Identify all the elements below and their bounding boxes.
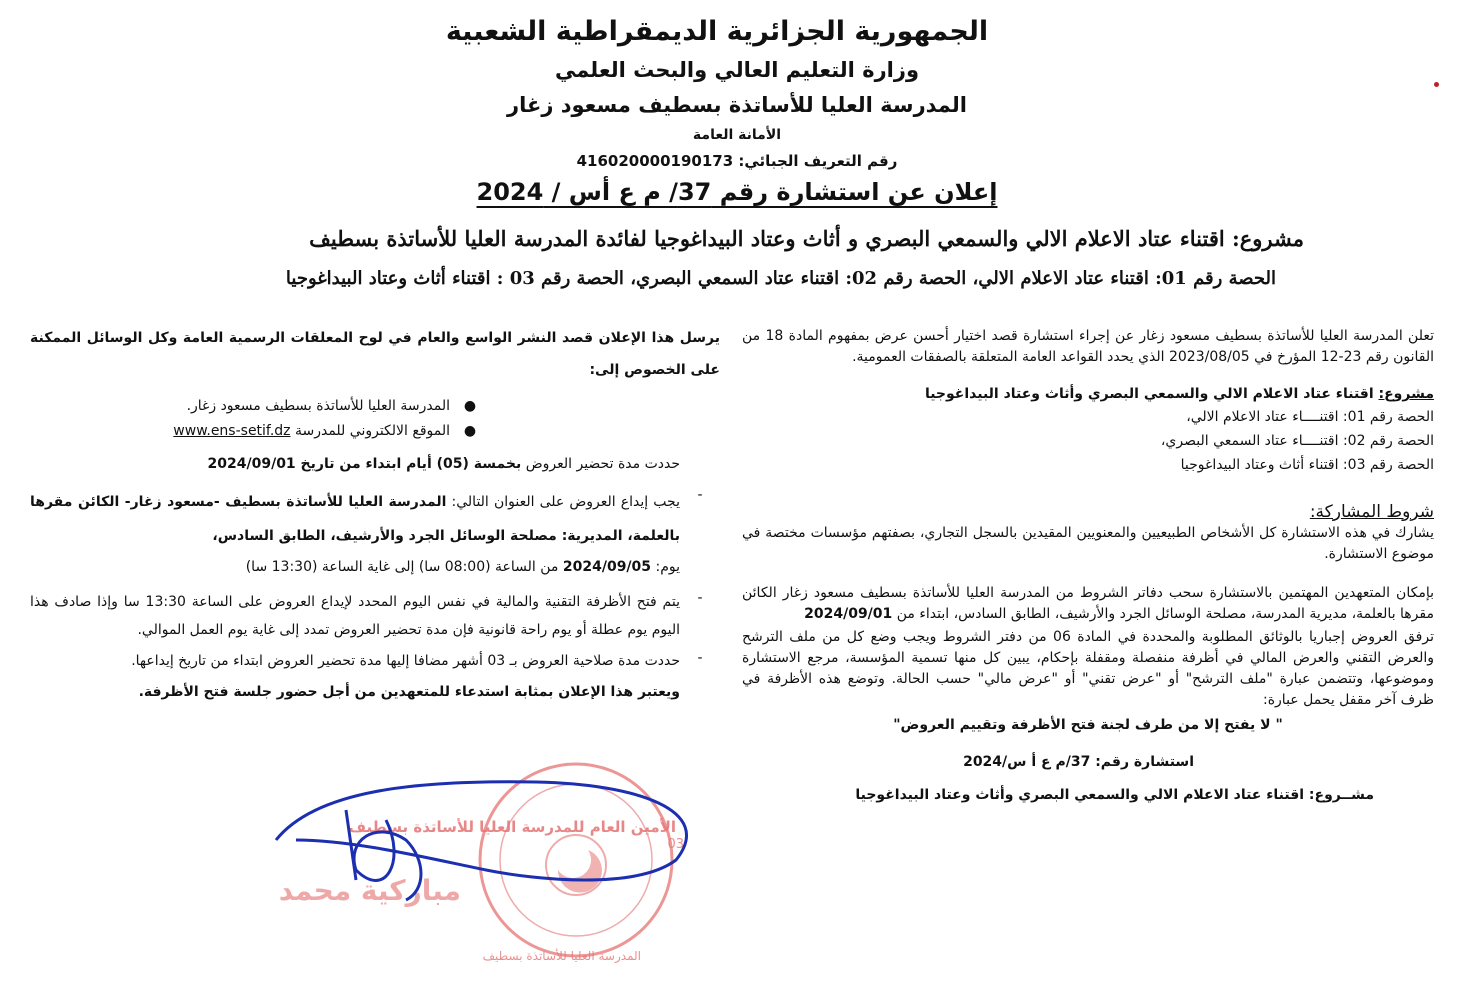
list-item <box>30 396 490 417</box>
lots-line: الحصة رقم 01: اقتناء عتاد الاعلام الالي، الحصة رقم 02: اقتناء عتاد السمعي البصري، الحصة رقم 03 : اقتناء أثاث وعتاد البيداغوجيا <box>285 268 1276 289</box>
list-item <box>30 648 720 674</box>
deposit-day-label: يوم: <box>651 559 680 575</box>
deposit-day <box>30 557 720 578</box>
conditions-title: شروط المشاركة: <box>1309 502 1434 522</box>
dash-icon: - <box>697 487 703 503</box>
right-column <box>742 326 1434 806</box>
recipients-list <box>30 396 720 442</box>
project-label: مشروع: <box>1378 386 1434 402</box>
signatory-name: مباركية محمد <box>278 874 461 907</box>
school-heading: المدرسة العليا للأساتذة بسطيف مسعود زغار <box>507 93 967 117</box>
prep-period-text: حددت مدة تحضير العروض <box>521 456 680 472</box>
project-line: مشروع: اقتناء عتاد الاعلام الالي والسمعي البصري و أثاث وعتاد البيداغوجيا لفائدة المدرسة العليا للأساتذة بسطيف <box>309 226 1304 251</box>
prep-period <box>30 454 720 475</box>
lot-item: الحصة رقم 01: اقتنــــاء عتاد الاعلام الالي، <box>1186 409 1434 425</box>
republic-heading: الجمهورية الجزائرية الديمقراطية الشعبية <box>445 16 989 47</box>
summons-text: ويعتبر هذا الإعلان بمثابة استدعاء للمتعهدين من أجل حضور جلسة فتح الأظرفة. <box>138 684 680 700</box>
opening-text: يتم فتح الأظرفة التقنية والمالية في نفس اليوم المحدد لإيداع العروض على الساعة 13:30 سا وإذا صادف هذا اليوم يوم عطلة أو يوم راحة قانونية فإن مدة تحضير العروض تمدد إلى غاية يوم العمل الموالي. <box>30 594 680 638</box>
withdraw-paragraph <box>742 583 1434 625</box>
title-text: إعلان عن استشارة رقم 37/ م ع أس / 2024 <box>476 178 998 206</box>
consultation-reference: استشارة رقم: 37/م ع أ س/2024 <box>963 754 1194 770</box>
list-item <box>30 421 490 442</box>
dash-icon: - <box>697 650 703 666</box>
list-item <box>30 485 720 553</box>
signature-line: الأمين العام للمدرسة العليا للأساتذة بسطيف <box>348 818 676 836</box>
conditions-paragraph: يشارك في هذه الاستشارة كل الأشخاص الطبيعيين والمعنويين المقيدين بالسجل التجاري، بصفتهم مؤسسات مختصة في موضوع الاستشارة. <box>742 525 1434 562</box>
withdraw-date: 2024/09/01 <box>804 606 893 622</box>
left-column <box>30 322 720 703</box>
dash-icon: - <box>697 590 703 606</box>
intro-paragraph: تعلن المدرسة العليا للأساتذة بسطيف مسعود زغار عن إجراء استشارة قصد اختيار أحسن عرض بمفهوم المادة 18 من القانون رقم 23-12 المؤرخ في 2023/08/05 الذي يحدد القواعد العامة المتعلقة بالصفقات العمومية. <box>742 328 1434 365</box>
lot-item: الحصة رقم 03: اقتناء أثاث وعتاد البيداغوجيا <box>1180 457 1434 473</box>
project-footer: مشــروع: اقتناء عتاد الاعلام الالي والسمعي البصري وأثاث وعتاد البيداغوجيا <box>855 787 1374 803</box>
ministry-heading: وزارة التعليم العالي والبحث العلمي <box>554 58 920 82</box>
website-label: الموقع الالكتروني للمدرسة <box>294 423 450 439</box>
validity-text: حددت مدة صلاحية العروض بـ 03 أشهر مضافا إليها مدة تحضير العروض ابتداء من تاريخ إيداعها. <box>131 653 680 669</box>
red-dot-mark <box>1434 82 1439 87</box>
project-text: اقتناء عتاد الاعلام الالي والسمعي البصري وأثاث وعتاد البيداغوجيا <box>924 386 1379 402</box>
list-item-text: المدرسة العليا للأساتذة بسطيف مسعود زغار. <box>186 398 450 414</box>
publication-intro: يرسل هذا الإعلان قصد النشر الواسع والعام في لوح المعلقات الرسمية العامة وكل الوسائل الممكنة على الخصوص إلى: <box>30 330 720 378</box>
secretariat-heading: الأمانة العامة <box>692 127 782 143</box>
bullet-icon: ● <box>463 398 477 414</box>
deposit-day-date: 2024/09/05 <box>562 559 652 575</box>
prep-period-bold: بخمسة (05) أيام ابتداء من تاريخ 2024/09/01 <box>207 456 522 472</box>
deposit-text: يجب إيداع العروض على العنوان التالي: <box>446 494 680 510</box>
bullet-icon: ● <box>463 423 477 439</box>
withdraw-text: بإمكان المتعهدين المهتمين بالاستشارة سحب دفاتر الشروط من المدرسة العليا للأساتذة بسطيف مسعود زغار الكائن مقرها بالعلمة، مديرية المدرسة، مصلحة الوسائل الجرد والأرشيف، الطابق السادس، ابتداء من <box>742 585 1434 622</box>
deposit-day-hours: من الساعة (08:00 سا) إلى غاية الساعة (13:30 سا) <box>245 559 563 575</box>
list-item <box>30 588 720 644</box>
list-item-text <box>173 421 450 442</box>
project-subheading <box>742 384 1434 405</box>
stamp-signature-area <box>236 720 706 990</box>
deposit-bold: المدرسة العليا للأساتذة بسطيف -مسعود زغار- الكائن مقرها بالعلمة، المديرية: مصلحة الوسائل الجرد والأرشيف، الطابق السادس، <box>30 494 680 544</box>
stamp-number: 03 <box>667 837 684 852</box>
deposit-address <box>30 485 680 553</box>
official-stamp-icon <box>236 720 706 990</box>
website-link[interactable]: www.ens-setif.dz <box>173 423 291 439</box>
stamp-caption: المدرسة العليا للأساتذة بسطيف <box>482 949 641 963</box>
lot-item: الحصة رقم 02: اقتنــــاء عتاد السمعي البصري، <box>1160 433 1434 449</box>
offers-paragraph: ترفق العروض إجباريا بالوثائق المطلوبة والمحددة في المادة 06 من دفتر الشروط ويجب وضع كل من ملف الترشح والعرض التقني والعرض المالي في أظرفة منفصلة ومقفلة بإحكام، يبين كل منها تسمية المؤسسة، مرجع الاستشارة وموضوعها، وتتضمن عبارة "ملف الترشح" أو "عرض تقني" أو "عرض مالي" حسب الحالة. وتوضع هذه الأظرفة في ظرف آخر مقفل يحمل عبارة: <box>742 629 1434 708</box>
tax-id: رقم التعريف الجبائي: 416020000190173 <box>576 152 898 170</box>
announcement-title <box>0 178 1474 206</box>
envelope-quote: " لا يفتح إلا من طرف لجنة فتح الأظرفة وتقييم العروض" <box>893 717 1283 733</box>
